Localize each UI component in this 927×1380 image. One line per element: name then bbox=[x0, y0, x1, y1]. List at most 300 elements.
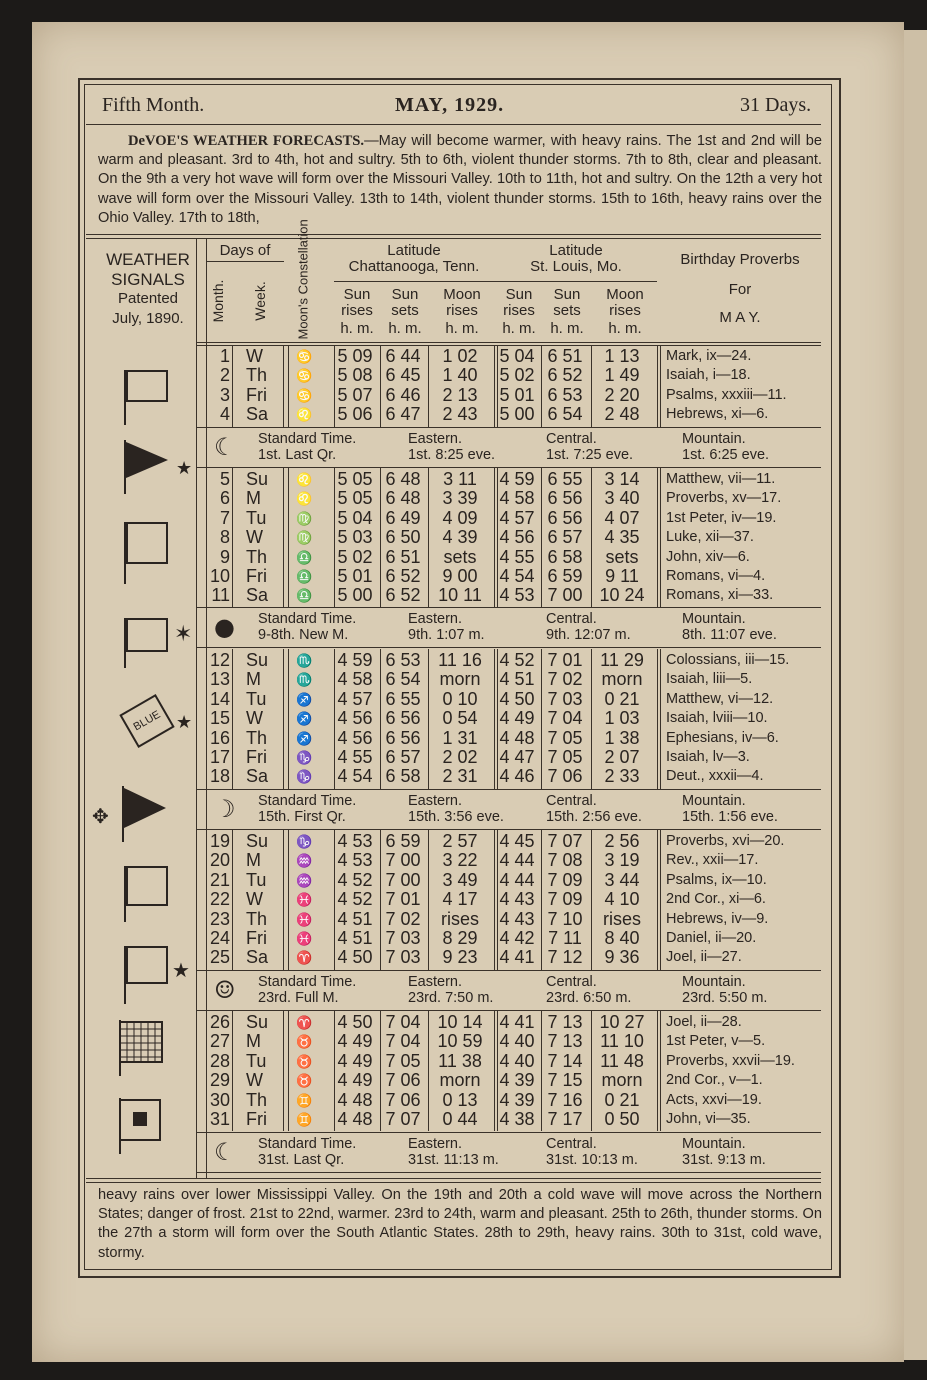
time-ss2: 7 14 bbox=[547, 1050, 583, 1071]
flag-pole bbox=[124, 866, 126, 922]
time-ss: 6 44 bbox=[385, 346, 421, 366]
day-of-week: W bbox=[246, 708, 263, 729]
time-ss2: 7 00 bbox=[547, 585, 583, 606]
phase-name: 9-8th. New M. bbox=[258, 627, 349, 643]
birthday-proverb: Colossians, iii—15. bbox=[666, 652, 790, 668]
time-mr: 0 13 bbox=[442, 1089, 478, 1110]
time-mr: morn bbox=[439, 1070, 481, 1091]
time-sr: 4 55 bbox=[337, 747, 373, 767]
day-of-week: Tu bbox=[246, 688, 267, 709]
patent-date: July, 1890. bbox=[112, 310, 184, 327]
lat-chattanooga-b: Chattanooga, Tenn. bbox=[348, 258, 480, 275]
time-sr2: 4 41 bbox=[499, 947, 535, 968]
zodiac-sign-icon: ♒ bbox=[296, 853, 313, 869]
time-ss: 6 59 bbox=[385, 831, 421, 851]
time-mr2: 2 20 bbox=[604, 384, 640, 405]
column-rule bbox=[288, 830, 289, 970]
phase-mountain-label: Mountain. bbox=[682, 1136, 746, 1152]
lat-stlouis-b: St. Louis, Mo. bbox=[530, 258, 622, 275]
time-sr2: 4 42 bbox=[499, 928, 535, 948]
time-mr2: sets bbox=[605, 546, 639, 567]
birthday-proverb: Luke, xii—37. bbox=[666, 529, 754, 546]
time-ss2: 7 17 bbox=[547, 1109, 583, 1129]
day-of-week: W bbox=[246, 346, 263, 366]
day-of-month: 28 bbox=[209, 1050, 230, 1071]
column-rule bbox=[660, 649, 661, 789]
day-of-week: Tu bbox=[246, 1050, 267, 1071]
time-ss2: 7 05 bbox=[547, 727, 583, 748]
zodiac-sign-icon: ♉ bbox=[296, 1053, 313, 1069]
zodiac-sign-icon: ♎ bbox=[296, 569, 313, 584]
time-ss: 6 52 bbox=[385, 585, 421, 606]
birthday-proverb: Romans, vi—4. bbox=[666, 568, 766, 584]
time-mr2: 9 36 bbox=[604, 947, 640, 968]
table-bottom-rule-2 bbox=[86, 1182, 821, 1183]
phase-name: 31st. Last Qr. bbox=[258, 1152, 345, 1168]
day-of-month: 16 bbox=[209, 727, 230, 748]
phase-mountain-label: Mountain. bbox=[682, 974, 746, 990]
phase-mountain-time: 15th. 1:56 eve. bbox=[682, 809, 778, 825]
zodiac-sign-icon: ♊ bbox=[296, 1112, 313, 1127]
birthday-proverb: Deut., xxxii—4. bbox=[666, 768, 764, 785]
time-mr: 11 16 bbox=[438, 650, 482, 670]
time-mr: 4 09 bbox=[442, 507, 478, 528]
flag-checkered bbox=[116, 1020, 166, 1078]
birthday-proverb: Romans, xi—33. bbox=[666, 587, 774, 604]
time-mr: 2 43 bbox=[442, 404, 478, 425]
zodiac-sign-icon: ♑ bbox=[296, 834, 313, 849]
column-rule bbox=[660, 345, 661, 427]
time-sr2: 4 45 bbox=[499, 831, 535, 851]
zodiac-sign-icon: ♋ bbox=[296, 349, 313, 364]
time-sr2: 4 54 bbox=[499, 566, 535, 586]
time-sr: 4 56 bbox=[337, 727, 373, 748]
time-ss2: 7 04 bbox=[547, 708, 583, 729]
day-of-week: M bbox=[246, 850, 261, 871]
zodiac-sign-icon: ♓ bbox=[296, 931, 313, 946]
time-sr: 5 05 bbox=[337, 488, 373, 509]
day-of-week: Su bbox=[246, 1012, 269, 1032]
time-ss2: 6 58 bbox=[547, 546, 583, 567]
time-mr: 4 39 bbox=[442, 527, 478, 548]
time-sr2: 4 58 bbox=[499, 488, 535, 509]
time-mr2: 0 21 bbox=[604, 1089, 640, 1110]
phase-eastern-label: Eastern. bbox=[408, 793, 462, 809]
page-edge bbox=[904, 30, 927, 1360]
phase-eastern-label: Eastern. bbox=[408, 611, 462, 627]
time-ss2: 6 55 bbox=[547, 469, 583, 489]
phase-rule bbox=[196, 970, 821, 971]
day-of-week: Th bbox=[246, 1089, 268, 1110]
day-of-month: 27 bbox=[209, 1031, 230, 1052]
day-of-week: Sa bbox=[246, 947, 269, 968]
time-sr: 5 05 bbox=[337, 469, 373, 489]
time-sr2: 4 41 bbox=[499, 1012, 535, 1032]
phase-central-label: Central. bbox=[546, 611, 597, 627]
birthday-proverbs-heading: Birthday Proverbs bbox=[680, 251, 800, 268]
time-sr2: 4 59 bbox=[499, 469, 535, 489]
birthday-proverb: John, xiv—6. bbox=[666, 548, 750, 565]
time-mr2: 4 07 bbox=[604, 507, 640, 528]
sun-rises-head-2: Sun rises bbox=[503, 286, 535, 319]
zodiac-sign-icon: ♉ bbox=[296, 1034, 313, 1050]
column-rule bbox=[232, 345, 233, 427]
time-mr: 2 31 bbox=[442, 766, 478, 787]
sun-sets-head-1: Sun sets bbox=[391, 286, 419, 319]
birthday-proverb: Acts, xxvi—19. bbox=[666, 1091, 762, 1108]
time-sr2: 5 00 bbox=[499, 404, 535, 425]
time-sr2: 4 46 bbox=[499, 766, 535, 787]
zodiac-sign-icon: ♑ bbox=[296, 769, 313, 785]
phase-eastern-time: 15th. 3:56 eve. bbox=[408, 809, 504, 825]
phase-eastern-time: 23rd. 7:50 m. bbox=[408, 990, 494, 1006]
time-sr: 4 50 bbox=[337, 1012, 373, 1032]
day-of-month: 25 bbox=[209, 947, 230, 968]
phase-rule bbox=[196, 607, 821, 608]
time-ss: 7 03 bbox=[385, 928, 421, 948]
time-ss: 6 58 bbox=[385, 766, 421, 787]
time-ss: 6 55 bbox=[385, 688, 421, 709]
phase-standard-time: Standard Time. bbox=[258, 1136, 357, 1152]
moon-rises-head-2: Moon rises bbox=[606, 286, 644, 319]
time-sr: 4 52 bbox=[337, 889, 373, 910]
sun-sets-head-2: Sun sets bbox=[553, 286, 581, 319]
forecast-bottom: heavy rains over lower Mississippi Valley. On the 19th and 20th a cold wave will move across the Northern States; danger of frost. 21st to 22nd, warmer. 23rd to 24th, warm and pleasant. 25th to 26th, thunder storms. On the 27th a storm will form over the South Atlantic States. 28th to 29th, heavy rains. 30th to 31st, cold wave, stormy. bbox=[98, 1187, 822, 1261]
time-sr: 4 48 bbox=[337, 1089, 373, 1110]
zodiac-sign-icon: ♋ bbox=[296, 387, 313, 403]
day-of-week: Sa bbox=[246, 585, 269, 606]
phase-rule bbox=[196, 1132, 821, 1133]
phase-eastern-label: Eastern. bbox=[408, 1136, 462, 1152]
zodiac-sign-icon: ♋ bbox=[296, 368, 313, 384]
day-of-month: 7 bbox=[219, 507, 230, 528]
time-mr: 3 22 bbox=[442, 850, 478, 871]
time-mr: 1 31 bbox=[442, 727, 478, 748]
day-of-week: Th bbox=[246, 908, 268, 929]
moon-constellation-heading: Moon's Constellation bbox=[295, 219, 311, 340]
phase-mountain-time: 23rd. 5:50 m. bbox=[682, 990, 768, 1006]
column-rule bbox=[657, 345, 658, 427]
birthday-proverb: Isaiah, i—18. bbox=[666, 367, 751, 384]
time-sr: 4 52 bbox=[337, 869, 373, 890]
time-mr: 10 14 bbox=[437, 1012, 483, 1032]
time-mr2: 2 33 bbox=[604, 766, 640, 787]
time-ss: 6 54 bbox=[385, 669, 421, 690]
phase-eastern-time: 1st. 8:25 eve. bbox=[408, 447, 496, 463]
time-ss2: 7 05 bbox=[547, 747, 583, 767]
time-sr: 5 04 bbox=[337, 507, 373, 528]
flag-black-square bbox=[116, 1098, 166, 1156]
may-label: M A Y. bbox=[719, 309, 761, 326]
birthday-proverb: 2nd Cor., v—1. bbox=[666, 1072, 763, 1089]
moon-phase-icon: ☽ bbox=[214, 795, 236, 823]
day-of-week: M bbox=[246, 669, 261, 690]
time-sr2: 4 57 bbox=[499, 507, 535, 528]
flag-white-1 bbox=[126, 370, 168, 402]
day-of-month: 14 bbox=[209, 688, 230, 709]
time-ss: 7 00 bbox=[385, 869, 421, 890]
time-sr2: 4 55 bbox=[499, 546, 535, 567]
time-sr: 4 53 bbox=[337, 850, 373, 871]
rule bbox=[334, 281, 657, 282]
time-ss: 6 50 bbox=[385, 527, 421, 548]
phase-eastern-time: 31st. 11:13 m. bbox=[408, 1152, 499, 1168]
time-mr2: 8 40 bbox=[604, 928, 640, 948]
zodiac-sign-icon: ♐ bbox=[296, 691, 313, 707]
birthday-proverb: 1st Peter, iv—19. bbox=[666, 509, 777, 526]
time-mr: sets bbox=[443, 546, 477, 567]
time-ss: 6 48 bbox=[385, 469, 421, 489]
column-rule bbox=[232, 468, 233, 608]
time-sr2: 4 40 bbox=[499, 1031, 535, 1052]
time-ss: 6 47 bbox=[385, 404, 421, 425]
time-sr: 4 54 bbox=[337, 766, 373, 787]
day-of-week: W bbox=[246, 889, 263, 910]
time-ss: 7 04 bbox=[385, 1012, 421, 1032]
phase-mountain-time: 1st. 6:25 eve. bbox=[682, 447, 770, 463]
time-ss2: 6 56 bbox=[547, 488, 583, 509]
time-sr2: 4 53 bbox=[499, 585, 535, 606]
column-rule bbox=[283, 830, 284, 970]
time-ss2: 6 57 bbox=[547, 527, 583, 548]
day-of-month: 3 bbox=[219, 384, 230, 405]
zodiac-sign-icon: ♈ bbox=[296, 950, 313, 966]
day-of-month: 22 bbox=[209, 889, 230, 910]
zodiac-sign-icon: ♌ bbox=[296, 491, 313, 507]
time-sr2: 4 52 bbox=[499, 650, 535, 670]
time-sr: 5 07 bbox=[337, 384, 373, 405]
time-ss: 7 02 bbox=[385, 908, 421, 929]
column-rule bbox=[657, 1011, 658, 1131]
column-rule bbox=[288, 345, 289, 427]
time-sr2: 4 51 bbox=[499, 669, 535, 690]
phase-mountain-label: Mountain. bbox=[682, 793, 746, 809]
zodiac-sign-icon: ♌ bbox=[296, 472, 313, 487]
time-mr: 1 02 bbox=[442, 346, 478, 366]
time-ss2: 6 51 bbox=[547, 346, 583, 366]
day-of-week: Sa bbox=[246, 404, 269, 425]
time-ss2: 7 08 bbox=[547, 850, 583, 871]
time-mr2: 2 56 bbox=[604, 831, 640, 851]
time-ss: 7 07 bbox=[385, 1109, 421, 1129]
time-mr: 10 59 bbox=[437, 1031, 483, 1052]
time-sr: 4 56 bbox=[337, 708, 373, 729]
time-ss2: 6 54 bbox=[547, 404, 583, 425]
birthday-proverb: 1st Peter, v—5. bbox=[666, 1033, 766, 1050]
lat-stlouis-a: Latitude bbox=[549, 242, 603, 259]
time-sr: 4 53 bbox=[337, 831, 373, 851]
moon-rises-head-1: Moon rises bbox=[443, 286, 481, 319]
phase-rule bbox=[196, 789, 821, 790]
time-mr: 9 23 bbox=[442, 947, 478, 968]
time-mr2: 2 48 bbox=[604, 404, 640, 425]
day-of-month: 12 bbox=[209, 650, 230, 670]
flag-pole bbox=[124, 370, 126, 425]
phase-central-time: 9th. 12:07 m. bbox=[546, 627, 631, 643]
for-label: For bbox=[728, 281, 752, 298]
day-of-month: 18 bbox=[209, 766, 230, 787]
time-ss2: 7 16 bbox=[547, 1089, 583, 1110]
day-of-month: 10 bbox=[209, 566, 230, 586]
zodiac-sign-icon: ♓ bbox=[296, 911, 313, 927]
time-sr2: 4 47 bbox=[499, 747, 535, 767]
days-count: 31 Days. bbox=[740, 94, 812, 116]
time-ss2: 7 13 bbox=[547, 1031, 583, 1052]
day-of-month: 30 bbox=[209, 1089, 230, 1110]
zodiac-sign-icon: ♐ bbox=[296, 730, 313, 746]
column-rule bbox=[660, 830, 661, 970]
sun-rises-head-1: Sun rises bbox=[341, 286, 373, 319]
moon-phase-icon: ● bbox=[214, 613, 235, 641]
column-rule bbox=[288, 468, 289, 608]
day-of-week: Fri bbox=[246, 566, 267, 586]
phase-central-label: Central. bbox=[546, 793, 597, 809]
time-ss: 6 56 bbox=[385, 727, 421, 748]
time-ss2: 7 15 bbox=[547, 1070, 583, 1091]
time-sr: 4 49 bbox=[337, 1050, 373, 1071]
day-of-week: Th bbox=[246, 365, 268, 386]
time-mr: 8 29 bbox=[442, 928, 478, 948]
time-ss2: 6 53 bbox=[547, 384, 583, 405]
time-ss2: 7 03 bbox=[547, 688, 583, 709]
time-mr: rises bbox=[440, 908, 479, 929]
birthday-proverb: Joel, ii—28. bbox=[666, 1014, 742, 1030]
birthday-proverb: 2nd Cor., xi—6. bbox=[666, 891, 766, 908]
phase-name: 1st. Last Qr. bbox=[258, 447, 337, 463]
zodiac-sign-icon: ♍ bbox=[296, 510, 313, 526]
time-sr2: 5 04 bbox=[499, 346, 535, 366]
day-of-week: Sa bbox=[246, 766, 269, 787]
time-mr: 4 17 bbox=[442, 889, 478, 910]
star-icon: ✶ bbox=[174, 622, 193, 647]
lat-chattanooga-a: Latitude bbox=[387, 242, 441, 259]
column-rule bbox=[283, 345, 284, 427]
time-mr2: 2 07 bbox=[604, 747, 640, 767]
time-ss: 6 46 bbox=[385, 384, 421, 405]
phase-rule bbox=[196, 427, 821, 428]
time-mr: 2 02 bbox=[442, 747, 478, 767]
day-of-week: Fri bbox=[246, 1109, 267, 1129]
phase-standard-time: Standard Time. bbox=[258, 974, 357, 990]
phase-rule bbox=[196, 1172, 821, 1173]
time-mr: 2 57 bbox=[442, 831, 478, 851]
time-ss2: 7 10 bbox=[547, 908, 583, 929]
time-mr: 1 40 bbox=[442, 365, 478, 386]
birthday-proverb: Hebrews, xi—6. bbox=[666, 406, 769, 423]
day-of-month: 29 bbox=[209, 1070, 230, 1091]
column-rule bbox=[288, 1011, 289, 1131]
flag-pennant-2 bbox=[118, 786, 170, 844]
time-ss2: 7 09 bbox=[547, 889, 583, 910]
time-sr: 4 51 bbox=[337, 928, 373, 948]
phase-central-time: 31st. 10:13 m. bbox=[546, 1152, 638, 1168]
birthday-proverb: Matthew, vii—11. bbox=[666, 471, 776, 487]
time-mr: 10 11 bbox=[438, 585, 482, 606]
birthday-proverb: Proverbs, xxvii—19. bbox=[666, 1052, 795, 1069]
day-of-month: 2 bbox=[219, 365, 230, 386]
birthday-proverb: Proverbs, xvi—20. bbox=[666, 833, 785, 849]
time-ss: 6 51 bbox=[385, 546, 421, 567]
day-of-week: W bbox=[246, 527, 263, 548]
time-mr2: 4 10 bbox=[604, 889, 640, 910]
forecast-top bbox=[98, 132, 822, 228]
birthday-proverb: Matthew, vi—12. bbox=[666, 690, 774, 707]
moon-phase-icon: ☺ bbox=[214, 976, 236, 1004]
header-rule bbox=[86, 124, 821, 125]
day-of-month: 4 bbox=[219, 404, 230, 425]
zodiac-sign-icon: ♑ bbox=[296, 750, 313, 765]
time-sr: 4 58 bbox=[337, 669, 373, 690]
time-sr2: 4 56 bbox=[499, 527, 535, 548]
hm-5: h. m. bbox=[550, 320, 584, 337]
phase-rule bbox=[196, 1010, 821, 1011]
birthday-proverb: Hebrews, iv—9. bbox=[666, 910, 769, 927]
time-mr2: 1 03 bbox=[604, 708, 640, 729]
birthday-proverb: Isaiah, lv—3. bbox=[666, 749, 750, 765]
time-mr2: 0 50 bbox=[604, 1109, 640, 1129]
time-sr: 4 50 bbox=[337, 947, 373, 968]
time-mr: 3 11 bbox=[443, 469, 477, 489]
head-bottom-rule bbox=[196, 342, 821, 343]
phase-central-label: Central. bbox=[546, 431, 597, 447]
phase-standard-time: Standard Time. bbox=[258, 793, 357, 809]
time-sr2: 5 02 bbox=[499, 365, 535, 386]
time-mr2: 3 19 bbox=[604, 850, 640, 871]
phase-mountain-label: Mountain. bbox=[682, 431, 746, 447]
time-ss: 7 06 bbox=[385, 1089, 421, 1110]
time-ss2: 7 11 bbox=[548, 928, 582, 948]
time-ss: 6 45 bbox=[385, 365, 421, 386]
time-ss: 7 00 bbox=[385, 850, 421, 871]
time-sr2: 4 40 bbox=[499, 1050, 535, 1071]
day-of-month: 11 bbox=[211, 585, 230, 606]
flag-pennant-1 bbox=[122, 440, 172, 496]
zodiac-sign-icon: ♉ bbox=[296, 1073, 313, 1089]
phase-mountain-time: 31st. 9:13 m. bbox=[682, 1152, 766, 1168]
day-of-month: 17 bbox=[209, 747, 230, 767]
time-mr: 3 49 bbox=[442, 869, 478, 890]
time-sr: 5 03 bbox=[337, 527, 373, 548]
phase-standard-time: Standard Time. bbox=[258, 611, 357, 627]
time-sr2: 4 39 bbox=[499, 1070, 535, 1091]
day-of-month: 8 bbox=[219, 527, 230, 548]
day-of-week: Th bbox=[246, 546, 268, 567]
zodiac-sign-icon: ♏ bbox=[296, 653, 313, 668]
time-sr: 5 02 bbox=[337, 546, 373, 567]
time-mr2: 0 21 bbox=[604, 688, 640, 709]
time-sr: 4 59 bbox=[337, 650, 373, 670]
time-mr2: 9 11 bbox=[605, 566, 639, 586]
forecast-top-text: —May will become warmer, with heavy rains. The 1st and 2nd will be warm and pleasant. 3rd to 4th, hot and sultry. 5th to 6th, violent thunder storms. 7th to 8th, clear and pleasant. On the 9th a very hot wave will form over the Missouri Valley. 10th to 11th, hot and sultry. On the 12th a very hot wave will form over the Missouri Valley. 13th to 14th, violent thunder storms. 15th to 16th, heavy rains over the Ohio Valley. 17th to 18th, bbox=[98, 133, 822, 226]
time-sr2: 4 43 bbox=[499, 889, 535, 910]
time-ss2: 7 13 bbox=[547, 1012, 583, 1032]
birthday-proverb: Psalms, xxxiii—11. bbox=[666, 386, 787, 403]
column-rule bbox=[232, 1011, 233, 1131]
birthday-proverb: Isaiah, lviii—10. bbox=[666, 710, 768, 727]
day-of-week: M bbox=[246, 488, 261, 509]
flag-white-5 bbox=[126, 946, 168, 984]
rule bbox=[206, 261, 284, 262]
birthday-proverb: Mark, ix—24. bbox=[666, 348, 752, 364]
phase-rule bbox=[196, 647, 821, 648]
month-heading: Month. bbox=[210, 279, 226, 323]
flag-white-3 bbox=[126, 618, 168, 652]
day-of-month: 24 bbox=[209, 928, 230, 948]
time-sr: 5 00 bbox=[337, 585, 373, 606]
time-sr2: 4 48 bbox=[499, 727, 535, 748]
time-ss: 7 03 bbox=[385, 947, 421, 968]
phase-standard-time: Standard Time. bbox=[258, 431, 357, 447]
